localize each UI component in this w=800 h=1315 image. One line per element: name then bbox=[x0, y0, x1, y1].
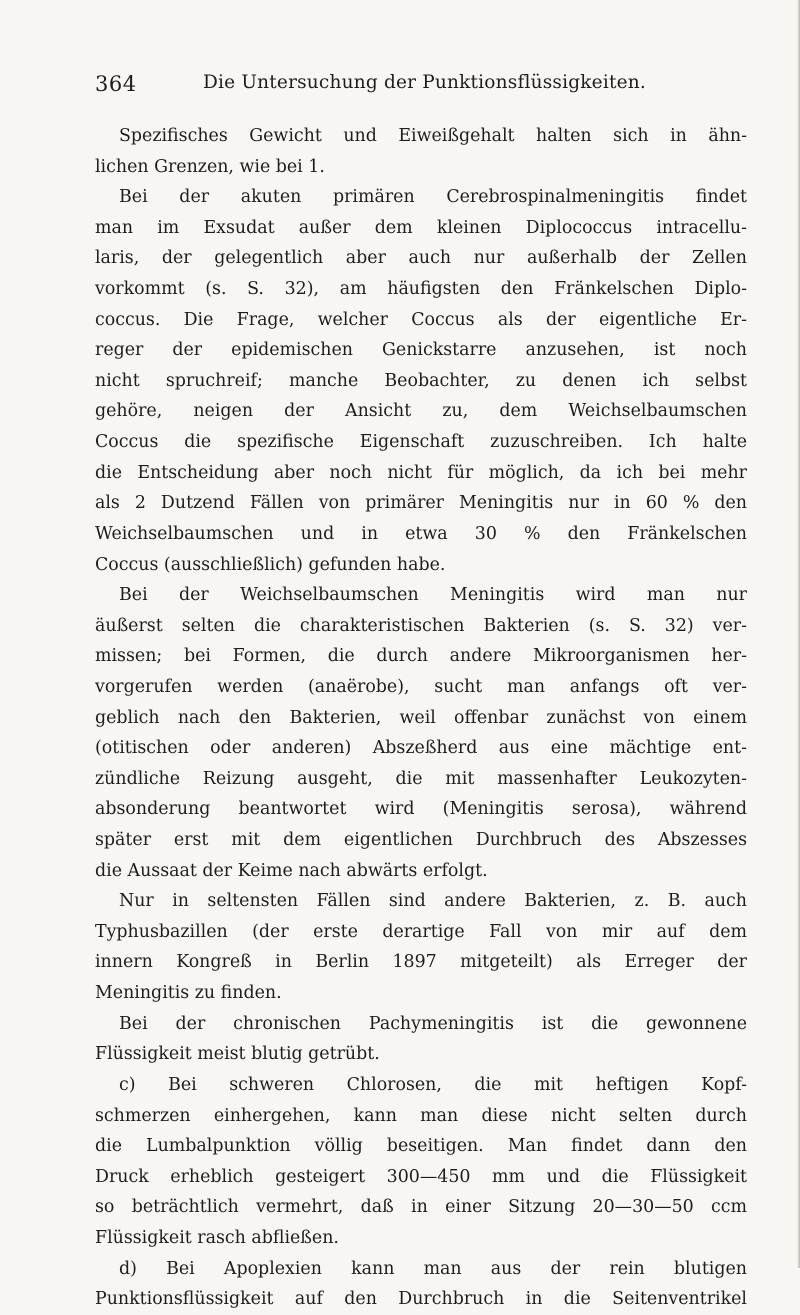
text-line: vorgerufen werden (anaërobe), sucht man anfangs oft ver- bbox=[95, 676, 747, 697]
text-line: Spezifisches Gewicht und Eiweißgehalt halten sich in ähn- bbox=[119, 126, 747, 146]
text-line: später erst mit dem eigentlichen Durchbruch des Abszesses bbox=[95, 830, 747, 851]
text-line: laris, der gelegentlich aber auch nur außerhalb der Zellen bbox=[95, 248, 747, 269]
text-line: Weichselbaumschen und in etwa 30 % den Fränkelschen bbox=[95, 523, 747, 544]
book-page bbox=[95, 0, 747, 1310]
text-line: Flüssigkeit rasch abfließen. bbox=[95, 1227, 339, 1248]
text-line: Bei der Weichselbaumschen Meningitis wird man nur bbox=[119, 585, 747, 606]
body-text bbox=[95, 121, 747, 1315]
text-line: coccus. Die Frage, welcher Coccus als der eigentliche Er- bbox=[95, 309, 747, 330]
text-line: Punktionsflüssigkeit auf den Durchbruch in die Seitenventrikel bbox=[95, 1289, 747, 1310]
text-line: nicht spruchreif; manche Beobachter, zu denen ich selbst bbox=[95, 370, 747, 391]
text-line: geblich nach den Bakterien, weil offenbar zunächst von einem bbox=[95, 707, 747, 728]
text-line: Typhusbazillen (der erste derartige Fall von mir auf dem bbox=[95, 921, 747, 942]
text-line: die Entscheidung aber noch nicht für möglich, da ich bei mehr bbox=[95, 462, 747, 483]
text-line: reger der epidemischen Genickstarre anzusehen, ist noch bbox=[95, 340, 747, 361]
text-line: man im Exsudat außer dem kleinen Diplococcus intracellu- bbox=[95, 217, 747, 238]
text-line: d) Bei Apoplexien kann man aus der rein blutigen bbox=[119, 1258, 747, 1279]
text-line: Druck erheblich gesteigert 300—450 mm und die Flüssigkeit bbox=[95, 1166, 747, 1187]
text-line: die Lumbalpunktion völlig beseitigen. Man findet dann den bbox=[95, 1136, 747, 1157]
text-line: lichen Grenzen, wie bei 1. bbox=[95, 156, 325, 177]
text-line: vorkommt (s. S. 32), am häufigsten den Fränkelschen Diplo- bbox=[95, 279, 747, 300]
text-line: c) Bei schweren Chlorosen, die mit heftigen Kopf- bbox=[119, 1074, 747, 1095]
text-line: schmerzen einhergehen, kann man diese nicht selten durch bbox=[95, 1105, 747, 1126]
text-line: missen; bei Formen, die durch andere Mikroorganismen her- bbox=[95, 646, 747, 667]
text-line: Coccus die spezifische Eigenschaft zuzuschreiben. Ich halte bbox=[95, 432, 747, 453]
text-line: gehöre, neigen der Ansicht zu, dem Weichselbaumschen bbox=[95, 401, 747, 422]
page-header bbox=[95, 72, 747, 102]
text-line: Nur in seltensten Fällen sind andere Bakterien, z. B. auch bbox=[119, 891, 747, 912]
text-line: zündliche Reizung ausgeht, die mit massenhafter Leukozyten- bbox=[95, 768, 747, 789]
text-line: als 2 Dutzend Fällen von primärer Meningitis nur in 60 % den bbox=[95, 493, 747, 514]
text-line: Coccus (ausschließlich) gefunden habe. bbox=[95, 554, 446, 575]
text-line: die Aussaat der Keime nach abwärts erfolgt. bbox=[95, 860, 488, 881]
text-line: Bei der chronischen Pachymeningitis ist die gewonnene bbox=[119, 1013, 747, 1034]
text-line: innern Kongreß in Berlin 1897 mitgeteilt) als Erreger der bbox=[95, 952, 747, 973]
text-line: Meningitis zu finden. bbox=[95, 983, 282, 1004]
text-line: Bei der akuten primären Cerebrospinalmeningitis findet bbox=[119, 187, 747, 208]
text-line: (otitischen oder anderen) Abszeßherd aus eine mächtige ent- bbox=[95, 738, 747, 759]
text-line: Flüssigkeit meist blutig getrübt. bbox=[95, 1044, 380, 1065]
running-title: Die Untersuchung der Punktionsflüssigkeiten. bbox=[203, 72, 646, 93]
text-line: äußerst selten die charakteristischen Bakterien (s. S. 32) ver- bbox=[95, 615, 747, 636]
page-number: 364 bbox=[95, 72, 137, 96]
text-line: absonderung beantwortet wird (Meningitis serosa), während bbox=[95, 799, 747, 820]
text-line: so beträchtlich vermehrt, daß in einer Sitzung 20—30—50 ccm bbox=[95, 1197, 747, 1218]
